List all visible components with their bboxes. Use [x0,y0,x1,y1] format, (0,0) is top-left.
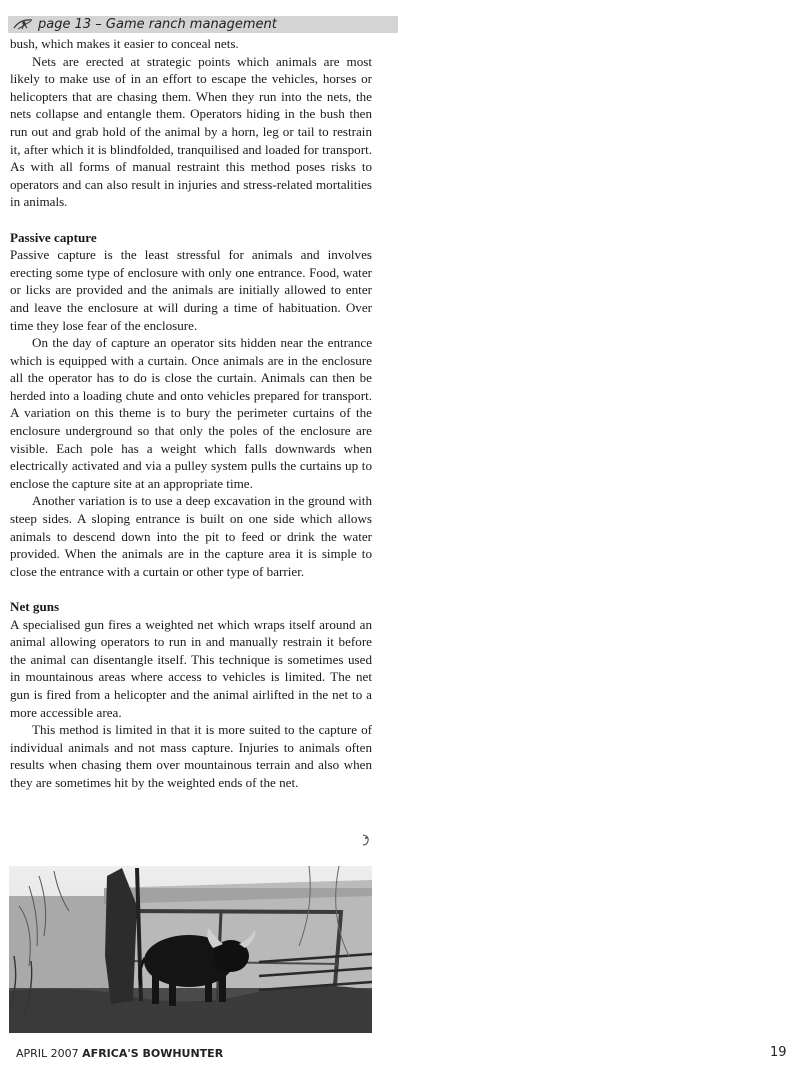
end-of-article-icon [360,833,372,847]
paragraph: Passive capture is the least stressful for animals and involves erecting some type of enclosure with only one entrance. Food, water or licks are provided and the animals are initially allowed to enter and leave the enclosure at will during a time of habituation. Over time they lose fear of the enclosure. [10,247,372,333]
paragraph: bush, which makes it easier to conceal nets. [10,36,239,51]
footer-issue [16,1047,223,1060]
paragraph: Another variation is to use a deep excavation in the ground with steep sides. A sloping entrance is built on one side which allows animals to descend down into the pit to feed or drink the water provided. When the animals are in the capture area it is simple to close the entrance with a curtain or other type of barrier. [10,493,372,579]
header-title: page 13 – Game ranch management [38,17,277,32]
buffalo-photo [9,866,372,1033]
paragraph: This method is limited in that it is more suited to the capture of individual animals and not mass capture. Injuries to animals often results when chasing them over mountainous terrain and also when they are sometimes hit by the weighted ends of the net. [10,722,372,790]
paragraph: Nets are erected at strategic points which animals are most likely to make use of in an effort to escape the vehicles, horses or helicopters that are chasing them. When they run into the nets, the nets collapse and entangle them. Operators hiding in the bush then run out and grab hold of the animal by a horn, leg or tail to restrain it, after which it is blindfolded, tranquilised and loaded for transport. As with all forms of manual restraint this method poses risks to operators and can also result in injuries and stress-related mortalities in animals. [10,53,372,210]
paragraph: A specialised gun fires a weighted net which wraps itself around an animal allowing operators to run in and manually restrain it before the animal can disentangle itself. This technique is sometimes used in mountainous areas where access to vehicles is limited. The net gun is fired from a helicopter and the animal airlifted in the net to a more accessible area. [10,616,372,720]
paragraph: On the day of capture an operator sits hidden near the entrance which is equipped with a curtain. Once animals are in the enclosure all the operator has to do is close the curtain. Animals can then be herded into a loading chute and onto vehicles prepared for transport. A variation on this theme is to bury the perimeter curtains of the enclosure underground so that only the poles of the enclosure are visible. Each pole has a weight which falls downwards when electrically activated and via a pulley system pulls the curtains up to enclose the capture site at an appropriate time. [10,335,372,491]
footer-date: APRIL 2007 [16,1047,79,1060]
article-body [10,35,372,792]
running-header [8,16,398,33]
page-number: 19 [770,1045,787,1060]
footer-publication: AFRICA'S BOWHUNTER [82,1047,224,1060]
section-heading-net-guns: Net guns [10,599,60,614]
bowhunter-icon [12,17,36,31]
section-heading-passive-capture: Passive capture [10,229,97,245]
